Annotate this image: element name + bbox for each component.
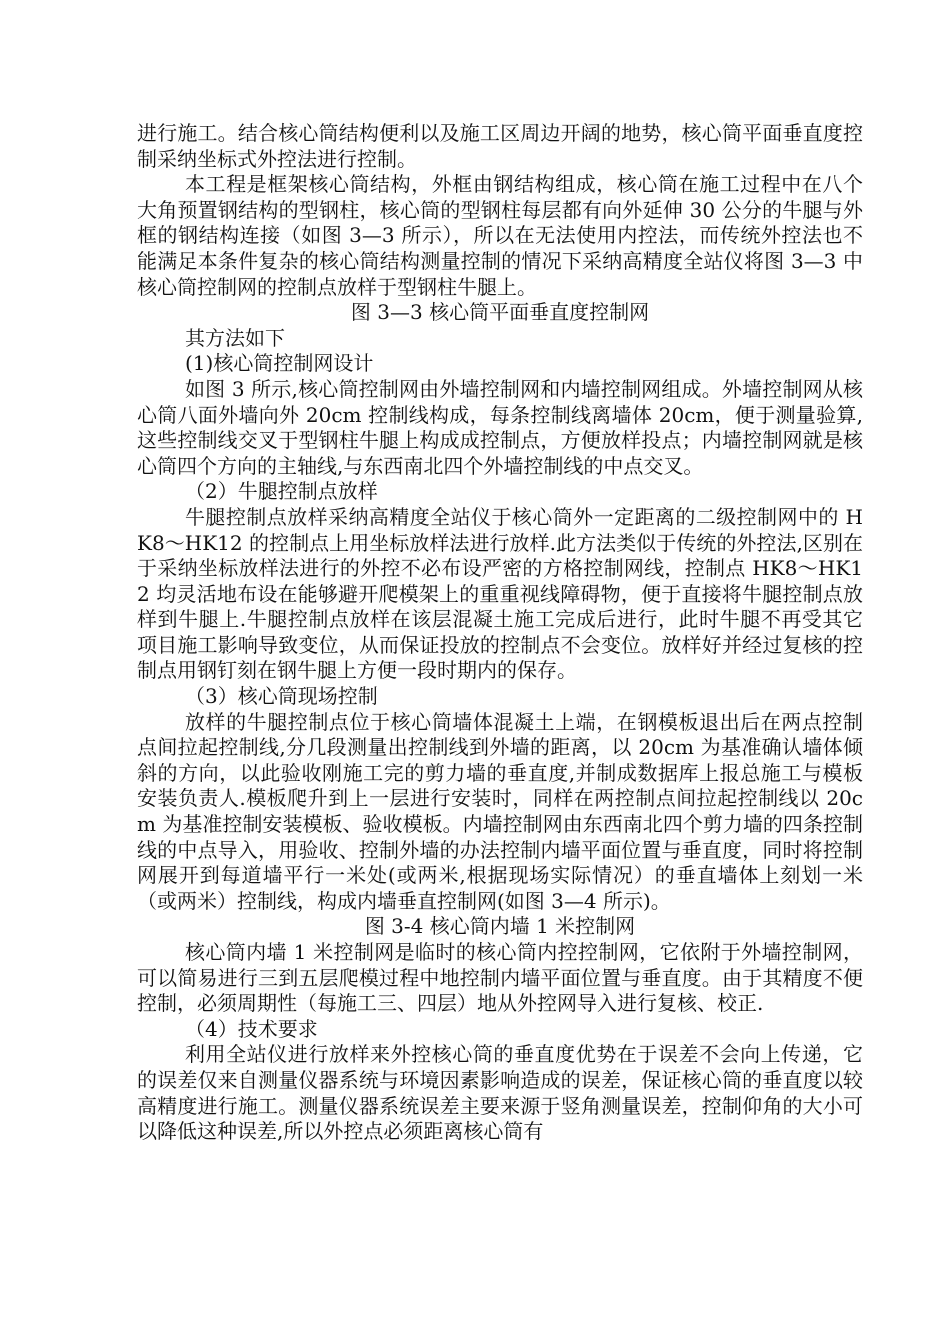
paragraph-technical-requirements: 利用全站仪进行放样来外控核心筒的垂直度优势在于误差不会向上传递，它的误差仅来自测量仪器系统与环境因素影响造成的误差，保证核心筒的垂直度以较高精度进行施工。测量仪器系统误差主要来源于竖角测量误差，控制仰角的大小可以降低这种误差,所以外控点必须距离核心筒有 bbox=[137, 1042, 863, 1144]
document-page bbox=[137, 121, 863, 1145]
paragraph-site-control: 放样的牛腿控制点位于核心筒墙体混凝土上端，在钢模板退出后在两点控制点间拉起控制线,分几段测量出控制线到外墙的距离，以 20cm 为基准确认墙体倾斜的方向，以此验收刚施工完的剪力墙的垂直度,并制成数据库上报总施工与模板安装负责人.模板爬升到上一层进行安装时，同样在两控制点间拉起控制线以 20cm 为基准控制安装模板、验收模板。内墙控制网由东西南北四个剪力墙的四条控制线的中点导入，用验收、控制外墙的办法控制内墙平面位置与垂直度，同时将控制网展开到每道墙平行一米处(或两米,根据现场实际情况）的垂直墙体上刻划一米（或两米）控制线，构成内墙垂直控制网(如图 3—4 所示)。 bbox=[137, 709, 863, 913]
paragraph-inner-wall-network: 核心筒内墙 1 米控制网是临时的核心筒内控控制网，它依附于外墙控制网，可以简易进行三到五层爬模过程中地控制内墙平面位置与垂直度。由于其精度不便控制，必须周期性（每施工三、四层）地从外控网导入进行复核、校正. bbox=[137, 940, 863, 1016]
section-heading-1: (1)核心筒控制网设计 bbox=[185, 351, 374, 376]
paragraph-intro-continuation: 进行施工。结合核心筒结构便利以及施工区周边开阔的地势，核心筒平面垂直度控制采纳坐标式外控法进行控制。 bbox=[137, 121, 863, 171]
section-heading-4: （4）技术要求 bbox=[185, 1016, 318, 1041]
figure-caption-3-4: 图 3-4 核心筒内墙 1 米控制网 bbox=[364, 914, 636, 939]
paragraph-bracket-point-layout: 牛腿控制点放样采纳高精度全站仪于核心筒外一定距离的二级控制网中的 HK8～HK12 的控制点上用坐标放样法进行放样.此方法类似于传统的外控法,区别在于采纳坐标放样法进行的外控不必布设严密的方格控制网线，控制点 HK8～HK12 均灵活地布设在能够避开爬模架上的重重视线障碍物，便于直接将牛腿控制点放样到牛腿上.牛腿控制点放样在该层混凝土施工完成后进行，此时牛腿不再受其它项目施工影响导致变位，从而保证投放的控制点不会变位。放样好并经过复核的控制点用钢钉刻在钢牛腿上方便一段时期内的保存。 bbox=[137, 504, 863, 683]
section-heading-2: （2）牛腿控制点放样 bbox=[185, 479, 378, 504]
figure-caption-3-3: 图 3—3 核心筒平面垂直度控制网 bbox=[350, 300, 650, 325]
paragraph-control-network-design: 如图 3 所示,核心筒控制网由外墙控制网和内墙控制网组成。外墙控制网从核心筒八面外墙向外 20cm 控制线构成，每条控制线离墙体 20cm，便于测量验算,这些控制线交叉于型钢柱牛腿上构成成控制点，方便放样投点；内墙控制网就是核心筒四个方向的主轴线,与东西南北四个外墙控制线的中点交叉。 bbox=[137, 376, 863, 478]
paragraph-method-intro: 其方法如下 bbox=[185, 325, 285, 350]
section-heading-3: （3）核心筒现场控制 bbox=[185, 684, 378, 709]
paragraph-project-overview: 本工程是框架核心筒结构，外框由钢结构组成，核心筒在施工过程中在八个大角预置钢结构的型钢柱，核心筒的型钢柱每层都有向外延伸 30 公分的牛腿与外框的钢结构连接（如图 3—3 所示），所以在无法使用内控法，而传统外控法也不能满足本条件复杂的核心筒结构测量控制的情况下采纳高精度全站仪将图 3—3 中核心筒控制网的控制点放样于型钢柱牛腿上。 bbox=[137, 172, 863, 299]
